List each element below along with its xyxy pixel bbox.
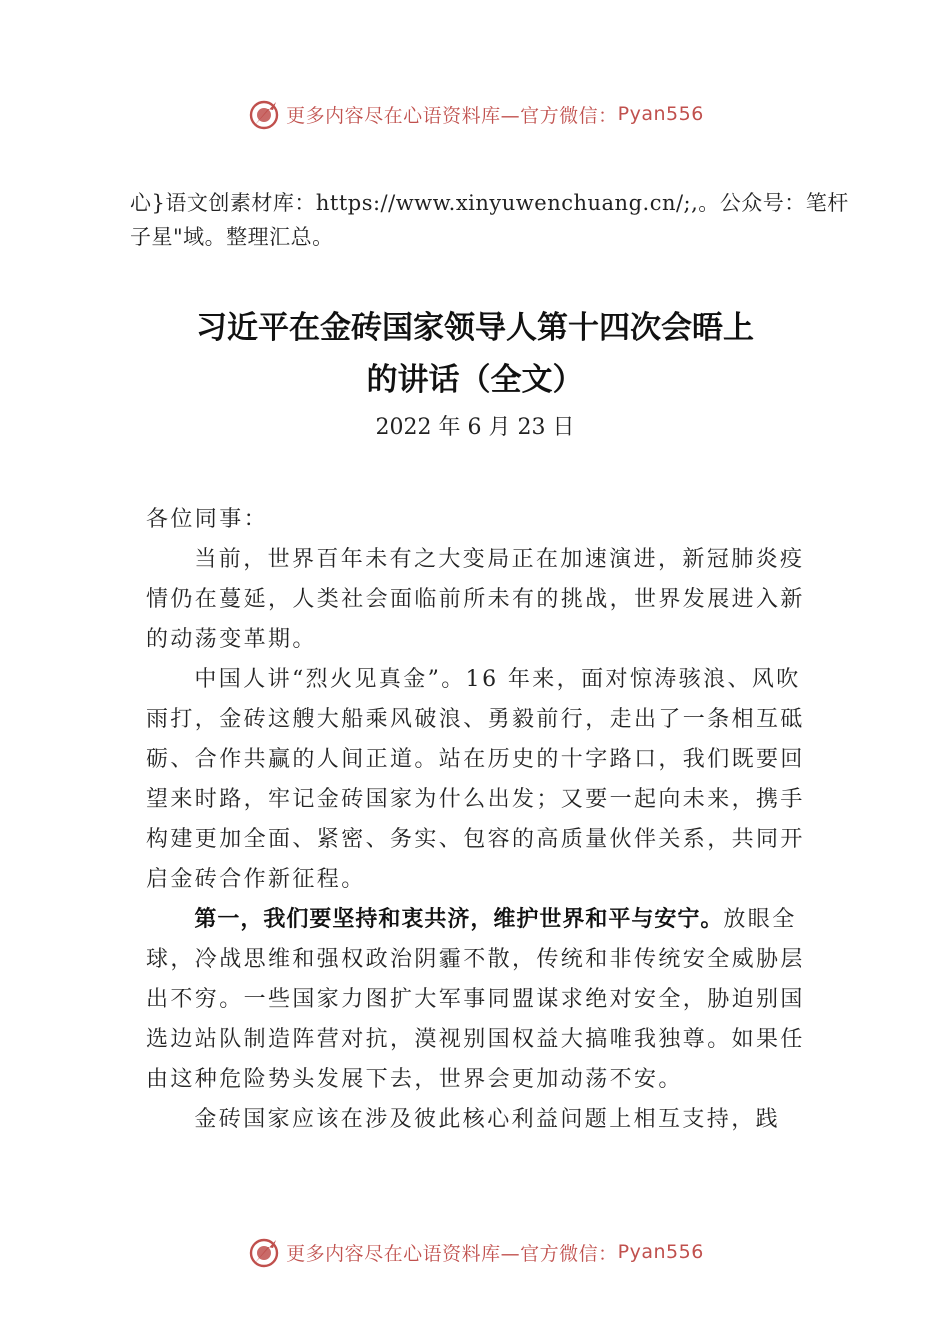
paragraph-1: 当前，世界百年未有之大变局正在加速演进，新冠肺炎疫情仍在蔓延，人类社会面临前所未有的挑战，世界发展进入新的动荡变革期。 [146,547,805,652]
banner-text: 更多内容尽在心语资料库—官方微信： [286,104,618,127]
document-title [100,302,850,406]
header-banner [0,94,950,134]
footer-banner [0,1232,950,1272]
wechat-id: Pyan556 [617,1241,704,1263]
title-line-2: 的讲话（全文） [366,362,584,398]
paragraph-3-heading: 第一，我们要坚持和衷共济，维护世界和平与安宁。 [194,907,724,932]
salutation: 各位同事： [146,507,269,532]
quill-logo-icon [246,1234,282,1270]
source-line: 心}语文创素材库：https://www.xinyuwenchuang.cn/;,。公众号：笔杆子星"域。整理汇总。 [130,191,849,249]
paragraph-2: 中国人讲“烈火见真金”。16 年来，面对惊涛骇浪、风吹雨打，金砖这艘大船乘风破浪、勇毅前行，走出了一条相互砥砺、合作共赢的人间正道。站在历史的十字路口，我们既要回望来时路，牢记金砖国家为什么出发；又要一起向未来，携手构建更加全面、紧密、务实、包容的高质量伙伴关系，共同开启金砖合作新征程。 [146,667,805,892]
banner-text: 更多内容尽在心语资料库—官方微信： [286,1242,618,1265]
paragraph-3-text: 放眼全球，冷战思维和强权政治阴霾不散，传统和非传统安全威胁层出不穷。一些国家力图扩大军事同盟谋求绝对安全，胁迫别国选边站队制造阵营对抗，漠视别国权益大搞唯我独尊。如果任由这种危险势头发展下去，世界会更加动荡不安。 [146,907,805,1092]
title-line-1: 习近平在金砖国家领导人第十四次会晤上 [196,310,754,346]
document-body [146,500,806,1140]
wechat-id: Pyan556 [617,103,704,125]
paragraph-3 [146,900,806,1100]
quill-logo-icon [246,96,282,132]
document-date: 2022 年 6 月 23 日 [375,415,575,440]
paragraph-4: 金砖国家应该在涉及彼此核心利益问题上相互支持，践 [194,1107,780,1132]
